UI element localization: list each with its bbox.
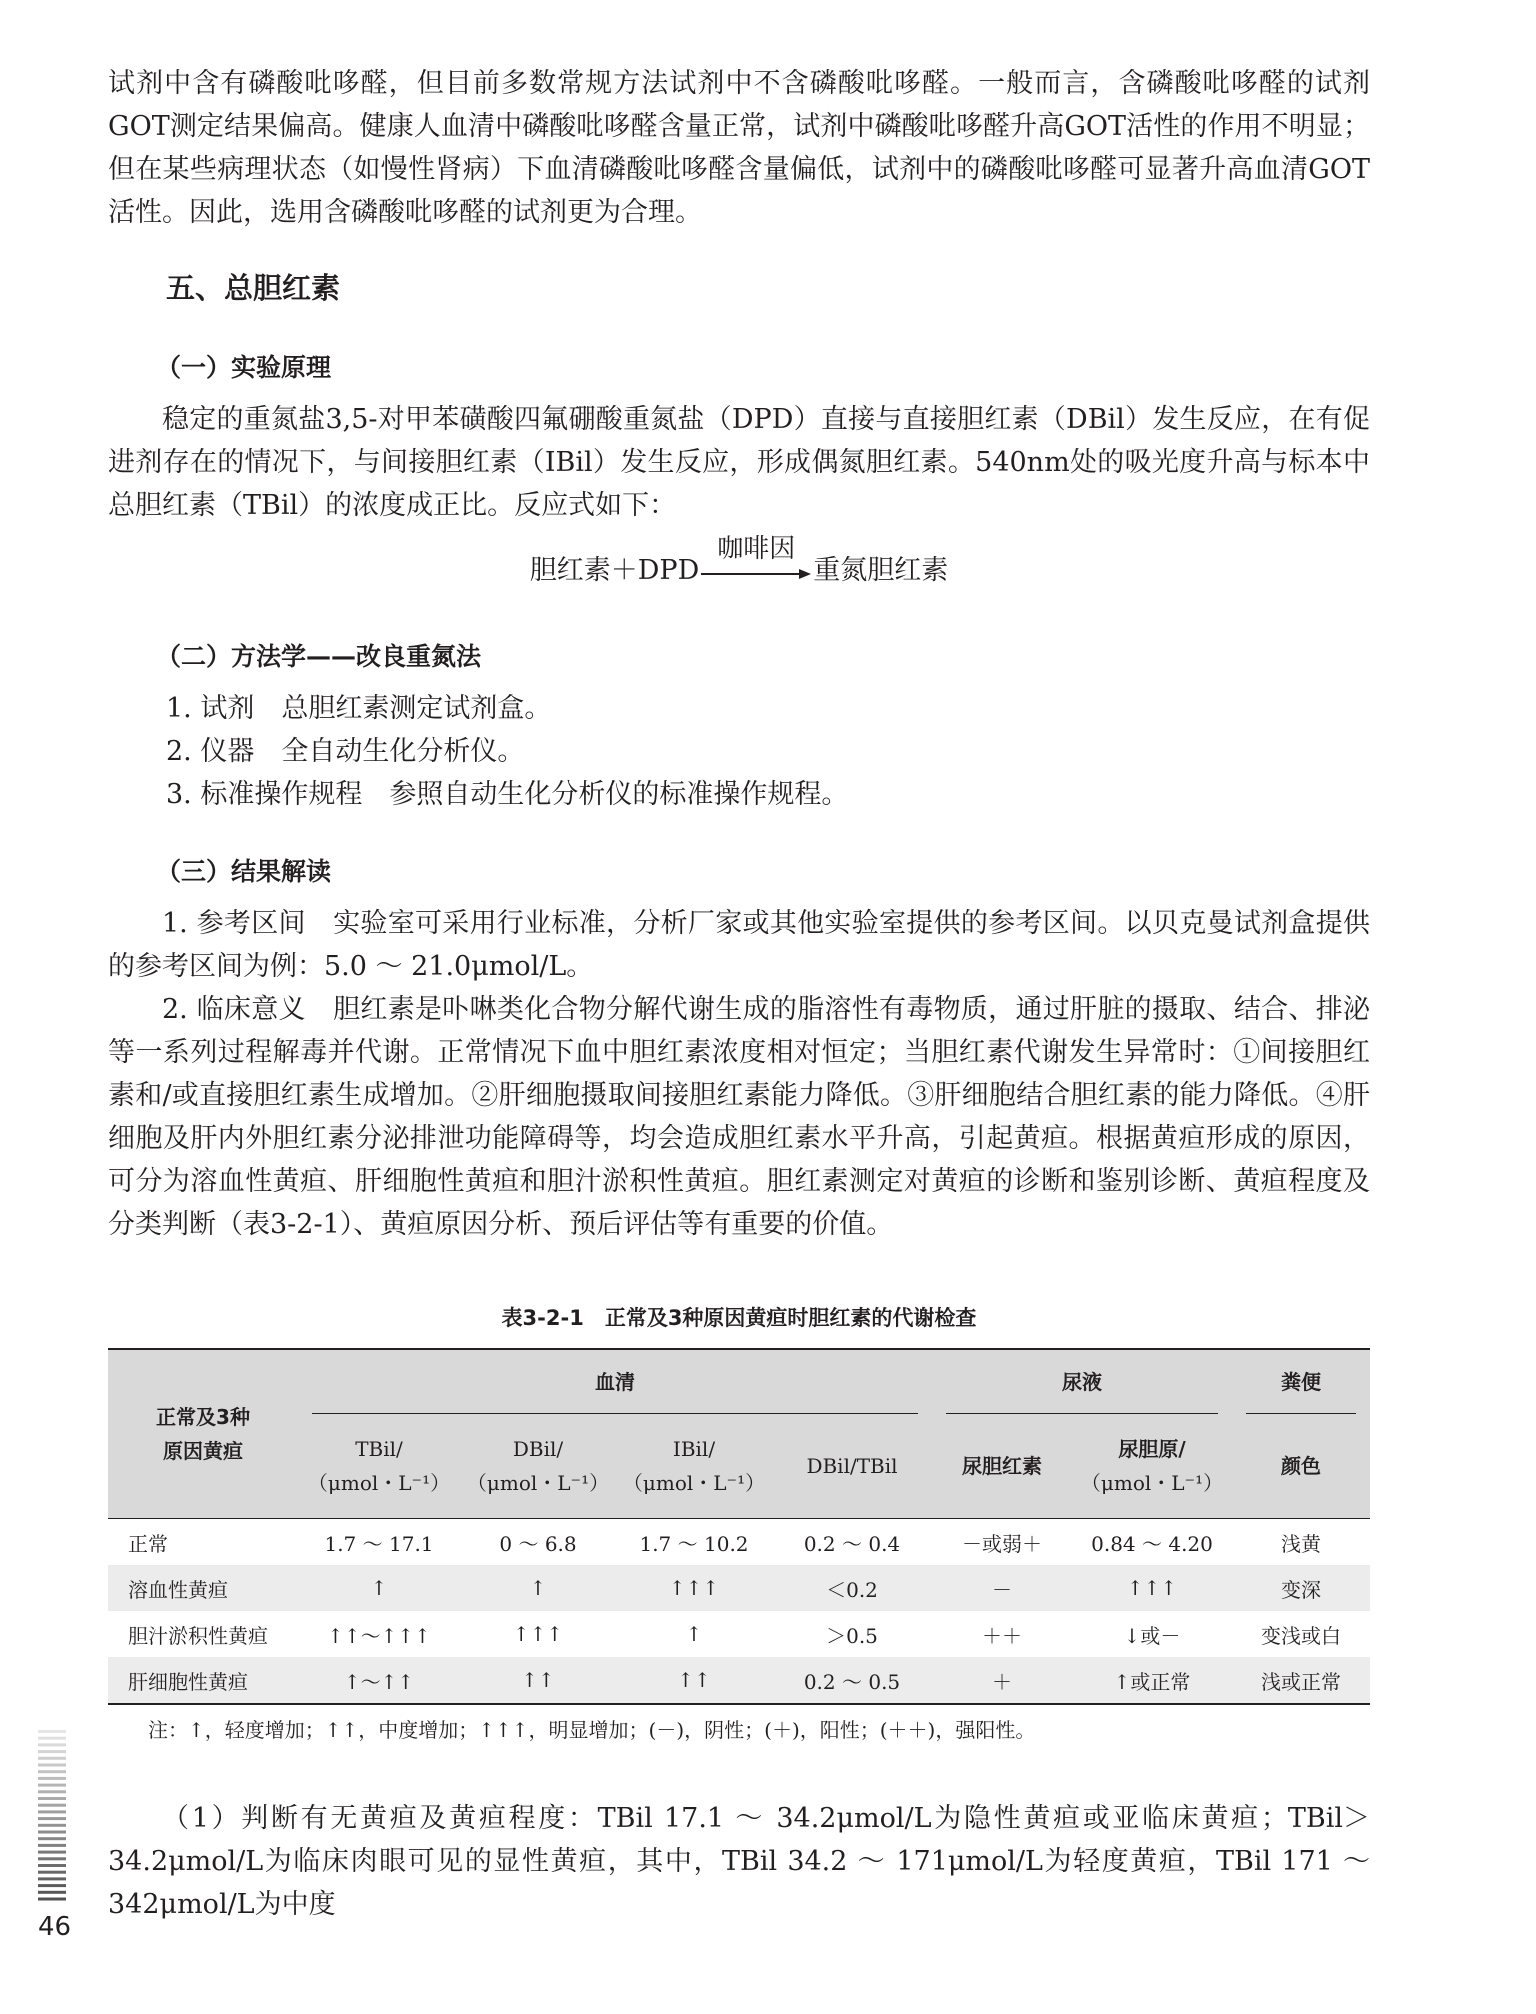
row-name: 溶血性黄疸 bbox=[108, 1565, 298, 1611]
table-note: 注：↑，轻度增加；↑↑，中度增加；↑↑↑，明显增加；(－)，阴性；(＋)，阳性；(＋＋)，强阳性。 bbox=[148, 1718, 1036, 1742]
col-header-dbil: DBil/ （μmol・L⁻¹） bbox=[460, 1414, 616, 1519]
col-header-ratio: DBil/TBil bbox=[772, 1414, 932, 1519]
cell-ibil: 1.7 ～ 10.2 bbox=[639, 1531, 749, 1556]
reaction-arrow bbox=[701, 533, 811, 592]
method-item-sop: 3. 标准操作规程 参照自动生化分析仪的标准操作规程。 bbox=[166, 779, 849, 810]
cell-ibil: ↑↑ bbox=[616, 1657, 772, 1704]
group-header-serum: 血清 bbox=[298, 1349, 932, 1414]
col-header-ibil: IBil/ （μmol・L⁻¹） bbox=[616, 1414, 772, 1519]
subsection-title-results: （三）结果解读 bbox=[156, 857, 332, 886]
row-name: 胆汁淤积性黄疸 bbox=[128, 1623, 268, 1648]
cell-dbil: ↑ bbox=[460, 1565, 616, 1611]
arrow-icon bbox=[701, 568, 811, 580]
cell-tbil: ↑～↑↑ bbox=[298, 1657, 460, 1704]
row-name: 肝细胞性黄疸 bbox=[108, 1657, 298, 1704]
table-row bbox=[108, 1565, 1370, 1611]
cell-urine-bilirubin: ＋＋ bbox=[982, 1623, 1022, 1648]
page-margin-bars bbox=[38, 1730, 66, 1905]
subsection-title-principle: （一）实验原理 bbox=[156, 353, 332, 382]
cell-urobilinogen: ↑或正常 bbox=[1072, 1657, 1232, 1704]
table-row bbox=[108, 1657, 1370, 1704]
reference-range-paragraph: 1. 参考区间 实验室可采用行业标准，分析厂家或其他实验室提供的参考区间。以贝克曼试剂盒提供的参考区间为例：5.0 ～ 21.0μmol/L。 bbox=[108, 908, 1370, 982]
cell-ratio: ＞0.5 bbox=[826, 1623, 878, 1648]
row-name: 正常 bbox=[128, 1531, 168, 1556]
cell-ibil: ↑ bbox=[685, 1622, 703, 1646]
cell-tbil: 1.7 ～ 17.1 bbox=[324, 1531, 434, 1556]
cell-dbil: ↑↑↑ bbox=[512, 1622, 564, 1646]
col-header-urine-bilirubin: 尿胆红素 bbox=[932, 1414, 1072, 1519]
cell-color: 变深 bbox=[1232, 1565, 1370, 1611]
table-row-header: 正常及3种 原因黄疸 bbox=[108, 1349, 298, 1519]
principle-paragraph: 稳定的重氮盐3,5-对甲苯磺酸四氟硼酸重氮盐（DPD）直接与直接胆红素（DBil）发生反应，在有促进剂存在的情况下，与间接胆红素（IBil）发生反应，形成偶氮胆红素。540nm处的吸光度升高与标本中总胆红素（TBil）的浓度成正比。反应式如下： bbox=[108, 404, 1370, 521]
cell-dbil: 0 ～ 6.8 bbox=[499, 1531, 577, 1556]
cell-ratio: ＜0.2 bbox=[772, 1565, 932, 1611]
cell-urine-bilirubin: － bbox=[932, 1565, 1072, 1611]
method-item-instrument: 2. 仪器 全自动生化分析仪。 bbox=[166, 736, 525, 767]
reaction-formula bbox=[108, 533, 1370, 601]
cell-ratio: 0.2 ～ 0.4 bbox=[803, 1531, 901, 1556]
final-paragraph: （1）判断有无黄疸及黄疸程度：TBil 17.1 ～ 34.2μmol/L为隐性黄疸或亚临床黄疸；TBil＞34.2μmol/L为临床肉眼可见的显性黄疸，其中，TBil 34.2 ～ 171μmol/L为轻度黄疸，TBil 171 ～ 342μmol/L为中度 bbox=[108, 1803, 1370, 1920]
clinical-significance-paragraph: 2. 临床意义 胆红素是卟啉类化合物分解代谢生成的脂溶性有毒物质，通过肝脏的摄取、结合、排泌等一系列过程解毒并代谢。正常情况下血中胆红素浓度相对恒定；当胆红素代谢发生异常时：①间接胆红素和/或直接胆红素生成增加。②肝细胞摄取间接胆红素能力降低。③肝细胞结合胆红素的能力降低。④肝细胞及肝内外胆红素分泌排泄功能障碍等，均会造成胆红素水平升高，引起黄疸。根据黄疸形成的原因，可分为溶血性黄疸、肝细胞性黄疸和胆汁淤积性黄疸。胆红素测定对黄疸的诊断和鉴别诊断、黄疸程度及分类判断（表3-2-1）、黄疸原因分析、预后评估等有重要的价值。 bbox=[108, 994, 1370, 1240]
cell-dbil: ↑↑ bbox=[460, 1657, 616, 1704]
formula-reactants: 胆红素＋DPD bbox=[529, 555, 700, 586]
bilirubin-table bbox=[108, 1348, 1370, 1705]
formula-catalyst: 咖啡因 bbox=[717, 533, 796, 564]
cell-color: 浅黄 bbox=[1281, 1531, 1321, 1556]
cell-color: 变浅或白 bbox=[1261, 1623, 1341, 1648]
cell-tbil: ↑↑～↑↑↑ bbox=[327, 1623, 431, 1648]
group-header-urine: 尿液 bbox=[932, 1349, 1232, 1414]
cell-urine-bilirubin: －或弱＋ bbox=[962, 1531, 1042, 1556]
col-header-urobilinogen: 尿胆原/ （μmol・L⁻¹） bbox=[1072, 1414, 1232, 1519]
subsection-title-method: （二）方法学——改良重氮法 bbox=[156, 642, 482, 671]
intro-paragraph: 试剂中含有磷酸吡哆醛，但目前多数常规方法试剂中不含磷酸吡哆醛。一般而言，含磷酸吡哆醛的试剂GOT测定结果偏高。健康人血清中磷酸吡哆醛含量正常，试剂中磷酸吡哆醛升高GOT活性的作用不明显；但在某些病理状态（如慢性肾病）下血清磷酸吡哆醛含量偏低，试剂中的磷酸吡哆醛可显著升高血清GOT活性。因此，选用含磷酸吡哆醛的试剂更为合理。 bbox=[108, 68, 1370, 228]
section-title: 五、总胆红素 bbox=[166, 271, 341, 305]
cell-color: 浅或正常 bbox=[1232, 1657, 1370, 1704]
cell-ibil: ↑↑↑ bbox=[616, 1565, 772, 1611]
table-title: 表3-2-1 正常及3种原因黄疸时胆红素的代谢检查 bbox=[501, 1306, 977, 1330]
cell-urobilinogen: 0.84 ～ 4.20 bbox=[1091, 1531, 1213, 1556]
cell-tbil: ↑ bbox=[298, 1565, 460, 1611]
cell-urobilinogen: ↑↑↑ bbox=[1072, 1565, 1232, 1611]
cell-urine-bilirubin: ＋ bbox=[932, 1657, 1072, 1704]
method-item-reagent: 1. 试剂 总胆红素测定试剂盒。 bbox=[166, 693, 552, 724]
group-header-stool: 粪便 bbox=[1232, 1349, 1370, 1414]
formula-product: 重氮胆红素 bbox=[813, 555, 949, 586]
page-content bbox=[108, 62, 1370, 1926]
page-number: 46 bbox=[38, 1912, 72, 1942]
cell-ratio: 0.2 ～ 0.5 bbox=[772, 1657, 932, 1704]
cell-urobilinogen: ↓或－ bbox=[1123, 1623, 1181, 1648]
col-header-color: 颜色 bbox=[1232, 1414, 1370, 1519]
col-header-tbil: TBil/ （μmol・L⁻¹） bbox=[298, 1414, 460, 1519]
table-row bbox=[108, 1611, 1370, 1657]
table-row bbox=[108, 1519, 1370, 1566]
